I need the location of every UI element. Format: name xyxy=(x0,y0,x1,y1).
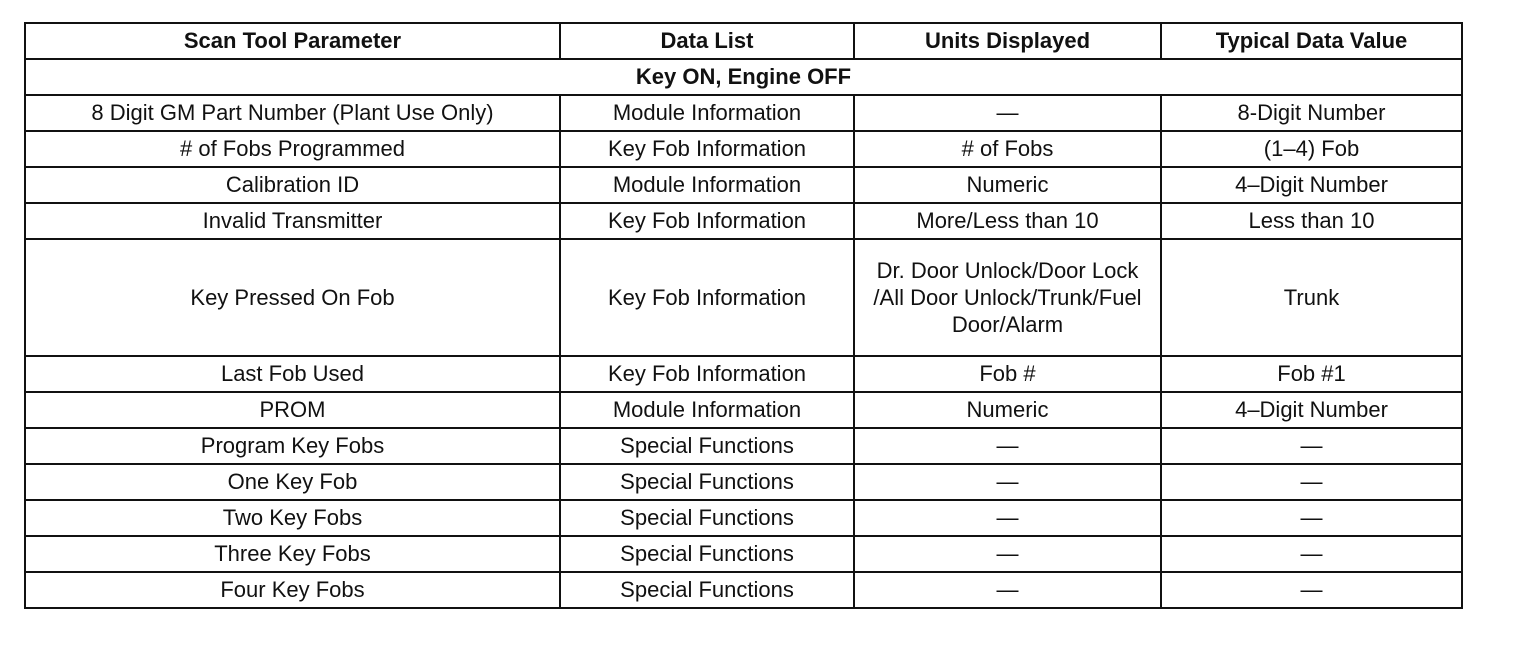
cell-parameter: Key Pressed On Fob xyxy=(25,239,560,356)
cell-units: — xyxy=(854,95,1161,131)
cell-typical: — xyxy=(1161,464,1462,500)
cell-parameter: # of Fobs Programmed xyxy=(25,131,560,167)
cell-typical: Trunk xyxy=(1161,239,1462,356)
cell-units: — xyxy=(854,500,1161,536)
cell-data-list: Module Information xyxy=(560,392,854,428)
cell-parameter: Three Key Fobs xyxy=(25,536,560,572)
cell-units: — xyxy=(854,572,1161,608)
cell-data-list: Special Functions xyxy=(560,500,854,536)
cell-typical: Less than 10 xyxy=(1161,203,1462,239)
cell-parameter: Four Key Fobs xyxy=(25,572,560,608)
cell-units: — xyxy=(854,536,1161,572)
cell-typical: — xyxy=(1161,572,1462,608)
table-row xyxy=(25,131,1462,167)
cell-typical: — xyxy=(1161,428,1462,464)
cell-units: More/Less than 10 xyxy=(854,203,1161,239)
section-row xyxy=(25,59,1462,95)
cell-data-list: Special Functions xyxy=(560,428,854,464)
cell-parameter: Two Key Fobs xyxy=(25,500,560,536)
cell-parameter: One Key Fob xyxy=(25,464,560,500)
cell-parameter: PROM xyxy=(25,392,560,428)
cell-parameter: Calibration ID xyxy=(25,167,560,203)
table-row xyxy=(25,464,1462,500)
cell-data-list: Module Information xyxy=(560,95,854,131)
cell-typical: 8-Digit Number xyxy=(1161,95,1462,131)
cell-typical: — xyxy=(1161,500,1462,536)
cell-parameter: Invalid Transmitter xyxy=(25,203,560,239)
table-row xyxy=(25,500,1462,536)
cell-data-list: Key Fob Information xyxy=(560,356,854,392)
cell-units: Numeric xyxy=(854,167,1161,203)
cell-typical: 4–Digit Number xyxy=(1161,167,1462,203)
cell-parameter: Last Fob Used xyxy=(25,356,560,392)
table-row xyxy=(25,536,1462,572)
cell-parameter: 8 Digit GM Part Number (Plant Use Only) xyxy=(25,95,560,131)
table-row xyxy=(25,239,1462,356)
cell-data-list: Special Functions xyxy=(560,572,854,608)
table-row xyxy=(25,95,1462,131)
table-row xyxy=(25,356,1462,392)
cell-typical: 4–Digit Number xyxy=(1161,392,1462,428)
cell-data-list: Special Functions xyxy=(560,536,854,572)
table-row xyxy=(25,167,1462,203)
header-typical-data-value: Typical Data Value xyxy=(1161,23,1462,59)
cell-data-list: Key Fob Information xyxy=(560,203,854,239)
cell-data-list: Key Fob Information xyxy=(560,239,854,356)
cell-typical: — xyxy=(1161,536,1462,572)
table-row xyxy=(25,428,1462,464)
section-title: Key ON, Engine OFF xyxy=(25,59,1462,95)
cell-typical: Fob #1 xyxy=(1161,356,1462,392)
header-units-displayed: Units Displayed xyxy=(854,23,1161,59)
cell-units: — xyxy=(854,428,1161,464)
header-scan-tool-parameter: Scan Tool Parameter xyxy=(25,23,560,59)
cell-data-list: Module Information xyxy=(560,167,854,203)
header-row xyxy=(25,23,1462,59)
cell-units: — xyxy=(854,464,1161,500)
cell-parameter: Program Key Fobs xyxy=(25,428,560,464)
table-row xyxy=(25,572,1462,608)
cell-units: Dr. Door Unlock/Door Lock /All Door Unlock/Trunk/Fuel Door/Alarm xyxy=(854,239,1161,356)
cell-data-list: Key Fob Information xyxy=(560,131,854,167)
table-row xyxy=(25,392,1462,428)
table-row xyxy=(25,203,1462,239)
cell-units: Fob # xyxy=(854,356,1161,392)
cell-units: Numeric xyxy=(854,392,1161,428)
cell-data-list: Special Functions xyxy=(560,464,854,500)
cell-typical: (1–4) Fob xyxy=(1161,131,1462,167)
header-data-list: Data List xyxy=(560,23,854,59)
scan-tool-data-table xyxy=(24,22,1463,609)
cell-units: # of Fobs xyxy=(854,131,1161,167)
